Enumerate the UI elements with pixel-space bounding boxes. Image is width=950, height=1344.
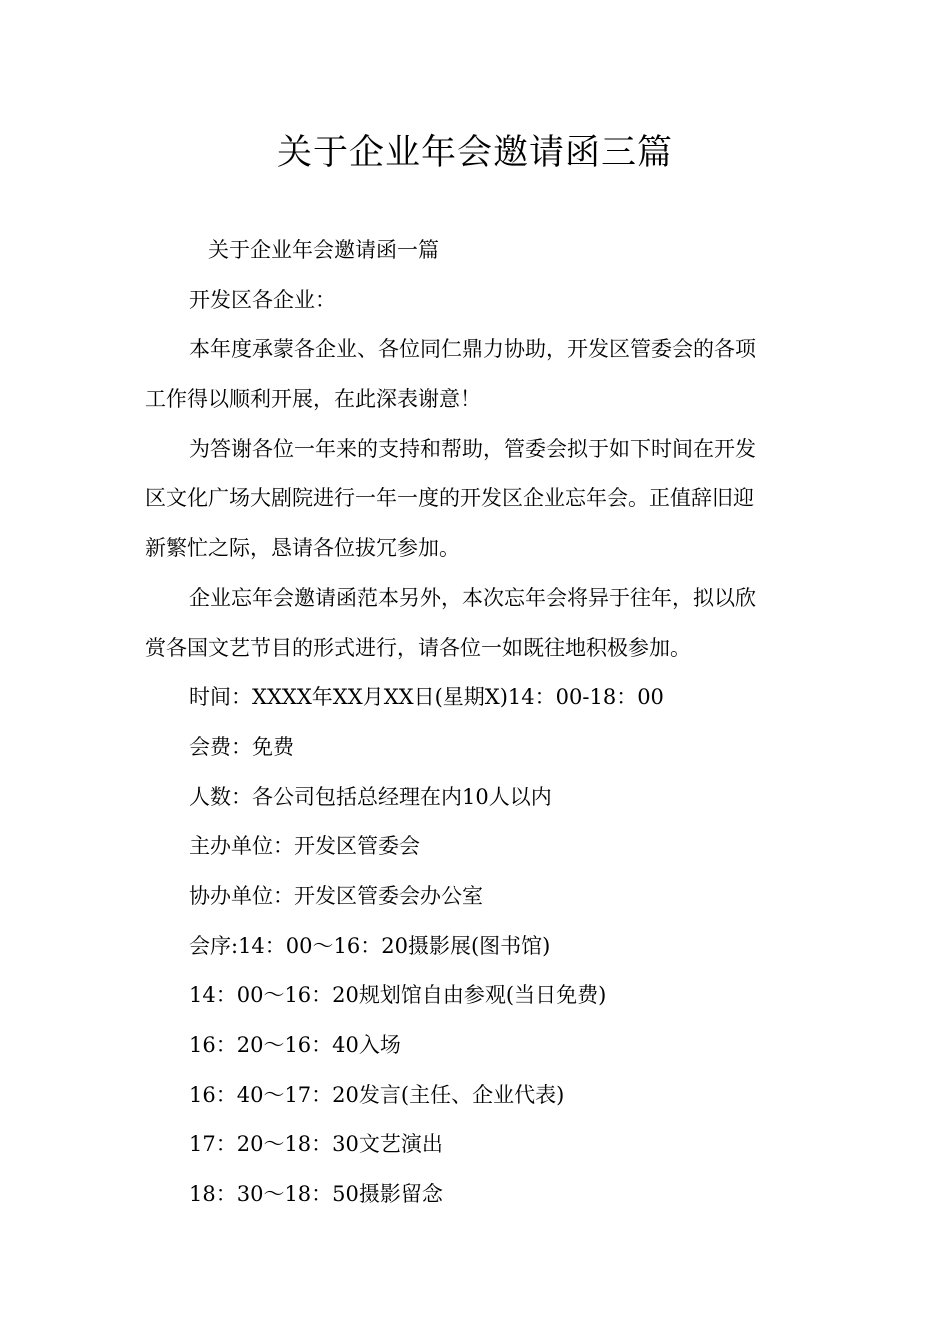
section-heading: 关于企业年会邀请函一篇: [208, 238, 439, 262]
info-host: 主办单位：开发区管委会: [189, 834, 420, 859]
paragraph-line: 新繁忙之际，恳请各位拔冗参加。: [145, 536, 460, 561]
paragraph-line: 区文化广场大剧院进行一年一度的开发区企业忘年会。正值辞旧迎: [145, 486, 754, 511]
schedule-item: 17：20～18：30文艺演出: [189, 1132, 443, 1157]
info-time: 时间：XXXX年XX月XX日(星期X)14：00-18：00: [189, 685, 664, 710]
paragraph-line: 企业忘年会邀请函范本另外，本次忘年会将异于往年，拟以欣: [189, 585, 756, 610]
paragraph-line: 为答谢各位一年来的支持和帮助，管委会拟于如下时间在开发: [189, 436, 756, 461]
schedule-item: 16：20～16：40入场: [189, 1033, 401, 1057]
info-fee: 会费：免费: [189, 734, 294, 759]
paragraph-line: 工作得以顺利开展，在此深表谢意！: [145, 387, 481, 412]
document-title: 关于企业年会邀请函三篇: [276, 133, 673, 173]
salutation: 开发区各企业：: [189, 287, 336, 312]
paragraph-line: 本年度承蒙各企业、各位同仁鼎力协助，开发区管委会的各项: [189, 337, 756, 362]
schedule-item: 会序:14：00～16：20摄影展(图书馆): [189, 933, 551, 958]
schedule-item: 14：00～16：20规划馆自由参观(当日免费): [189, 983, 607, 1008]
info-attendees: 人数：各公司包括总经理在内10人以内: [189, 784, 552, 809]
schedule-item: 18：30～18：50摄影留念: [189, 1182, 443, 1207]
document-body: [145, 226, 810, 1220]
schedule-item: 16：40～17：20发言(主任、企业代表): [189, 1082, 565, 1107]
info-co-host: 协办单位：开发区管委会办公室: [189, 883, 483, 908]
paragraph-line: 赏各国文艺节目的形式进行，请各位一如既往地积极参加。: [145, 635, 691, 660]
